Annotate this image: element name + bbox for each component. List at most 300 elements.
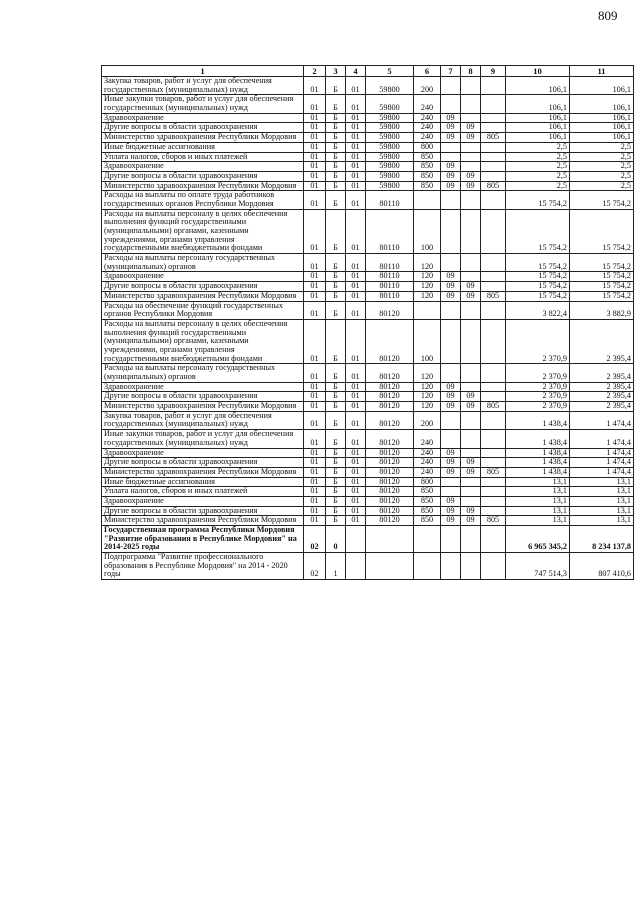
code-7: 09 — [441, 133, 461, 143]
code-2: 01 — [304, 291, 326, 301]
code-9 — [481, 526, 506, 553]
code-9 — [481, 477, 506, 487]
amount-2022: 15 754,2 — [570, 209, 634, 253]
code-8 — [461, 152, 481, 162]
code-5 — [366, 526, 414, 553]
code-7 — [441, 254, 461, 272]
code-7: 09 — [441, 496, 461, 506]
code-4: 01 — [346, 77, 366, 95]
code-6 — [414, 191, 441, 209]
code-9: 805 — [481, 467, 506, 477]
row-name: Здравоохранение — [102, 382, 304, 392]
code-3: Б — [326, 411, 346, 429]
code-3: Б — [326, 364, 346, 382]
amount-2021: 106,1 — [506, 133, 570, 143]
code-2: 01 — [304, 272, 326, 282]
code-4 — [346, 526, 366, 553]
table-row — [102, 133, 634, 143]
code-2: 01 — [304, 477, 326, 487]
code-8 — [461, 487, 481, 497]
code-7 — [441, 152, 461, 162]
code-3: 0 — [326, 526, 346, 553]
code-6: 850 — [414, 506, 441, 516]
row-name: Другие вопросы в области здравоохранения — [102, 123, 304, 133]
code-4: 01 — [346, 301, 366, 319]
code-5: 80120 — [366, 458, 414, 468]
row-name: Министерство здравоохранения Республики Мордовия — [102, 181, 304, 191]
code-2: 01 — [304, 209, 326, 253]
code-9 — [481, 411, 506, 429]
table-row — [102, 191, 634, 209]
code-3: Б — [326, 272, 346, 282]
code-3: Б — [326, 142, 346, 152]
code-4: 01 — [346, 319, 366, 363]
code-9 — [481, 506, 506, 516]
table-row — [102, 458, 634, 468]
amount-2022: 2 395,4 — [570, 392, 634, 402]
code-2: 01 — [304, 448, 326, 458]
code-8: 09 — [461, 291, 481, 301]
code-8 — [461, 254, 481, 272]
amount-2021: 106,1 — [506, 123, 570, 133]
table-row — [102, 526, 634, 553]
code-5: 80120 — [366, 430, 414, 448]
code-3: Б — [326, 506, 346, 516]
col-header: 8 — [461, 66, 481, 77]
code-4: 01 — [346, 181, 366, 191]
amount-2021: 2 370,9 — [506, 392, 570, 402]
code-7 — [441, 319, 461, 363]
code-7: 09 — [441, 282, 461, 292]
amount-2022: 8 234 137,8 — [570, 526, 634, 553]
table-row — [102, 282, 634, 292]
code-7 — [441, 477, 461, 487]
code-2: 02 — [304, 553, 326, 580]
row-name: Уплата налогов, сборов и иных платежей — [102, 487, 304, 497]
code-4 — [346, 553, 366, 580]
code-7: 09 — [441, 402, 461, 412]
code-7 — [441, 209, 461, 253]
amount-2021: 15 754,2 — [506, 191, 570, 209]
amount-2022: 2,5 — [570, 162, 634, 172]
code-9 — [481, 171, 506, 181]
amount-2022: 2 395,4 — [570, 382, 634, 392]
table-row — [102, 301, 634, 319]
code-7: 09 — [441, 291, 461, 301]
code-3: Б — [326, 254, 346, 272]
col-header: 10 — [506, 66, 570, 77]
code-9: 805 — [481, 291, 506, 301]
table-row — [102, 319, 634, 363]
table-row — [102, 181, 634, 191]
code-5: 59800 — [366, 162, 414, 172]
code-6: 120 — [414, 392, 441, 402]
amount-2022: 15 754,2 — [570, 254, 634, 272]
code-2: 01 — [304, 402, 326, 412]
code-3: Б — [326, 77, 346, 95]
code-9: 805 — [481, 516, 506, 526]
code-2: 01 — [304, 516, 326, 526]
code-6: 100 — [414, 209, 441, 253]
table-row — [102, 142, 634, 152]
code-3: Б — [326, 209, 346, 253]
amount-2021: 1 438,4 — [506, 430, 570, 448]
code-8: 09 — [461, 171, 481, 181]
code-4: 01 — [346, 171, 366, 181]
col-header: 9 — [481, 66, 506, 77]
code-6: 850 — [414, 162, 441, 172]
code-3: Б — [326, 291, 346, 301]
code-3: Б — [326, 430, 346, 448]
code-4: 01 — [346, 142, 366, 152]
code-2: 01 — [304, 171, 326, 181]
code-5: 80120 — [366, 487, 414, 497]
code-8 — [461, 364, 481, 382]
code-4: 01 — [346, 516, 366, 526]
code-9 — [481, 142, 506, 152]
row-name: Здравоохранение — [102, 113, 304, 123]
code-4: 01 — [346, 133, 366, 143]
code-3: Б — [326, 181, 346, 191]
code-3: Б — [326, 152, 346, 162]
code-9 — [481, 319, 506, 363]
table-row — [102, 516, 634, 526]
amount-2022: 1 474,4 — [570, 458, 634, 468]
code-8 — [461, 526, 481, 553]
code-3: Б — [326, 123, 346, 133]
amount-2022: 15 754,2 — [570, 291, 634, 301]
table-row — [102, 382, 634, 392]
code-8: 09 — [461, 133, 481, 143]
row-name: Министерство здравоохранения Республики Мордовия — [102, 133, 304, 143]
code-9 — [481, 301, 506, 319]
code-6: 240 — [414, 123, 441, 133]
code-2: 01 — [304, 282, 326, 292]
col-header: 2 — [304, 66, 326, 77]
code-9 — [481, 77, 506, 95]
row-name: Иные бюджетные ассигнования — [102, 142, 304, 152]
amount-2021: 2 370,9 — [506, 364, 570, 382]
amount-2022: 13,1 — [570, 516, 634, 526]
amount-2022: 15 754,2 — [570, 191, 634, 209]
code-9 — [481, 191, 506, 209]
code-6: 120 — [414, 382, 441, 392]
code-5 — [366, 553, 414, 580]
code-5: 80120 — [366, 477, 414, 487]
table-row — [102, 392, 634, 402]
code-6: 120 — [414, 364, 441, 382]
code-2: 01 — [304, 506, 326, 516]
table-row — [102, 171, 634, 181]
col-header: 4 — [346, 66, 366, 77]
amount-2021: 2,5 — [506, 152, 570, 162]
code-6: 240 — [414, 458, 441, 468]
code-4: 01 — [346, 382, 366, 392]
code-3: Б — [326, 162, 346, 172]
code-4: 01 — [346, 95, 366, 113]
table-row — [102, 77, 634, 95]
row-name: Здравоохранение — [102, 272, 304, 282]
code-7: 09 — [441, 181, 461, 191]
code-9 — [481, 392, 506, 402]
code-3: Б — [326, 487, 346, 497]
amount-2022: 15 754,2 — [570, 282, 634, 292]
amount-2021: 2,5 — [506, 171, 570, 181]
col-header: 6 — [414, 66, 441, 77]
amount-2021: 13,1 — [506, 496, 570, 506]
amount-2021: 15 754,2 — [506, 209, 570, 253]
code-3: Б — [326, 458, 346, 468]
amount-2022: 13,1 — [570, 506, 634, 516]
code-6 — [414, 301, 441, 319]
code-7: 09 — [441, 506, 461, 516]
row-name: Расходы на выплаты персоналу в целях обеспечения выполнения функций государственными (муниципальными) органами, казенными учреждениями, органами управления государственными внебюджетными фондами — [102, 209, 304, 253]
code-3: Б — [326, 113, 346, 123]
amount-2021: 1 438,4 — [506, 411, 570, 429]
code-7 — [441, 430, 461, 448]
table-row — [102, 254, 634, 272]
amount-2022: 2,5 — [570, 152, 634, 162]
code-5: 80110 — [366, 272, 414, 282]
code-3: Б — [326, 301, 346, 319]
code-7 — [441, 411, 461, 429]
code-7: 09 — [441, 113, 461, 123]
col-header: 3 — [326, 66, 346, 77]
row-name: Иные закупки товаров, работ и услуг для обеспечения государственных (муниципальных) нужд — [102, 430, 304, 448]
amount-2021: 1 438,4 — [506, 448, 570, 458]
code-9: 805 — [481, 181, 506, 191]
row-name: Иные закупки товаров, работ и услуг для обеспечения государственных (муниципальных) нужд — [102, 95, 304, 113]
code-5: 59800 — [366, 171, 414, 181]
code-7: 09 — [441, 516, 461, 526]
row-name: Расходы на обеспечение функций государственных органов Республики Мордовия — [102, 301, 304, 319]
code-9 — [481, 430, 506, 448]
table-row — [102, 553, 634, 580]
code-6: 240 — [414, 133, 441, 143]
amount-2021: 2,5 — [506, 162, 570, 172]
code-7 — [441, 526, 461, 553]
amount-2022: 106,1 — [570, 113, 634, 123]
code-8 — [461, 301, 481, 319]
code-3: Б — [326, 133, 346, 143]
code-3: Б — [326, 382, 346, 392]
amount-2022: 807 410,6 — [570, 553, 634, 580]
code-4: 01 — [346, 282, 366, 292]
code-8 — [461, 477, 481, 487]
row-name: Другие вопросы в области здравоохранения — [102, 506, 304, 516]
table-row — [102, 448, 634, 458]
code-8 — [461, 142, 481, 152]
code-8 — [461, 113, 481, 123]
amount-2022: 1 474,4 — [570, 411, 634, 429]
code-6: 120 — [414, 254, 441, 272]
table-row — [102, 209, 634, 253]
code-4: 01 — [346, 402, 366, 412]
amount-2022: 106,1 — [570, 123, 634, 133]
code-7 — [441, 553, 461, 580]
code-3: Б — [326, 448, 346, 458]
code-7 — [441, 142, 461, 152]
code-5: 80110 — [366, 191, 414, 209]
code-8 — [461, 209, 481, 253]
amount-2021: 15 754,2 — [506, 254, 570, 272]
code-9 — [481, 553, 506, 580]
code-7 — [441, 191, 461, 209]
code-6 — [414, 526, 441, 553]
code-2: 01 — [304, 181, 326, 191]
code-7 — [441, 77, 461, 95]
code-2: 01 — [304, 382, 326, 392]
code-7: 09 — [441, 382, 461, 392]
code-9 — [481, 152, 506, 162]
table-row — [102, 364, 634, 382]
table-row — [102, 152, 634, 162]
code-5: 80110 — [366, 254, 414, 272]
code-9 — [481, 458, 506, 468]
code-2: 01 — [304, 113, 326, 123]
row-name: Министерство здравоохранения Республики Мордовия — [102, 467, 304, 477]
code-5: 80120 — [366, 364, 414, 382]
code-3: Б — [326, 282, 346, 292]
table-row — [102, 95, 634, 113]
code-4: 01 — [346, 487, 366, 497]
amount-2021: 106,1 — [506, 95, 570, 113]
code-6: 200 — [414, 411, 441, 429]
row-name: Подпрограмма "Развитие профессионального образования в Республике Мордовия" на 2014 - 2020 годы — [102, 553, 304, 580]
amount-2021: 13,1 — [506, 487, 570, 497]
code-4: 01 — [346, 152, 366, 162]
code-3: Б — [326, 95, 346, 113]
amount-2021: 2 370,9 — [506, 319, 570, 363]
code-6: 120 — [414, 282, 441, 292]
code-6: 100 — [414, 319, 441, 363]
code-2: 01 — [304, 123, 326, 133]
code-4: 01 — [346, 272, 366, 282]
amount-2022: 106,1 — [570, 133, 634, 143]
code-4: 01 — [346, 411, 366, 429]
code-8 — [461, 319, 481, 363]
code-6: 240 — [414, 95, 441, 113]
row-name: Министерство здравоохранения Республики Мордовия — [102, 516, 304, 526]
code-7 — [441, 301, 461, 319]
code-2: 01 — [304, 430, 326, 448]
code-2: 01 — [304, 364, 326, 382]
amount-2022: 3 882,9 — [570, 301, 634, 319]
code-8: 09 — [461, 181, 481, 191]
amount-2022: 13,1 — [570, 496, 634, 506]
code-6 — [414, 553, 441, 580]
code-2: 01 — [304, 254, 326, 272]
code-8 — [461, 496, 481, 506]
code-7: 09 — [441, 392, 461, 402]
amount-2021: 15 754,2 — [506, 282, 570, 292]
code-7 — [441, 487, 461, 497]
code-5: 59800 — [366, 95, 414, 113]
row-name: Иные бюджетные ассигнования — [102, 477, 304, 487]
code-5: 59800 — [366, 142, 414, 152]
table-row — [102, 467, 634, 477]
amount-2022: 2,5 — [570, 171, 634, 181]
code-5: 59800 — [366, 123, 414, 133]
code-6: 240 — [414, 113, 441, 123]
code-3: Б — [326, 392, 346, 402]
amount-2021: 1 438,4 — [506, 467, 570, 477]
code-6: 120 — [414, 272, 441, 282]
code-8: 09 — [461, 458, 481, 468]
code-2: 01 — [304, 411, 326, 429]
code-9 — [481, 282, 506, 292]
row-name: Уплата налогов, сборов и иных платежей — [102, 152, 304, 162]
amount-2021: 2 370,9 — [506, 382, 570, 392]
code-5: 80110 — [366, 209, 414, 253]
code-3: Б — [326, 467, 346, 477]
code-3: Б — [326, 171, 346, 181]
amount-2022: 2 395,4 — [570, 319, 634, 363]
code-9 — [481, 95, 506, 113]
code-7: 09 — [441, 123, 461, 133]
code-5: 80120 — [366, 411, 414, 429]
code-4: 01 — [346, 123, 366, 133]
code-4: 01 — [346, 477, 366, 487]
table-row — [102, 123, 634, 133]
row-name: Государственная программа Республики Мордовия "Развитие образования в Республике Мордовия" на 2014-2025 годы — [102, 526, 304, 553]
code-6: 850 — [414, 152, 441, 162]
amount-2022: 106,1 — [570, 95, 634, 113]
code-4: 01 — [346, 392, 366, 402]
amount-2021: 747 514,3 — [506, 553, 570, 580]
amount-2022: 1 474,4 — [570, 430, 634, 448]
amount-2022: 2,5 — [570, 181, 634, 191]
col-header: 1 — [102, 66, 304, 77]
row-name: Другие вопросы в области здравоохранения — [102, 171, 304, 181]
code-4: 01 — [346, 496, 366, 506]
row-name: Расходы на выплаты персоналу государственных (муниципальных) органов — [102, 364, 304, 382]
code-6: 850 — [414, 181, 441, 191]
code-7 — [441, 364, 461, 382]
code-2: 01 — [304, 162, 326, 172]
code-5: 80110 — [366, 291, 414, 301]
code-6: 850 — [414, 516, 441, 526]
code-5: 80110 — [366, 282, 414, 292]
row-name: Расходы на выплаты персоналу государственных (муниципальных) органов — [102, 254, 304, 272]
amount-2021: 106,1 — [506, 113, 570, 123]
code-2: 01 — [304, 392, 326, 402]
code-6: 120 — [414, 402, 441, 412]
table-row — [102, 477, 634, 487]
amount-2021: 6 965 345,2 — [506, 526, 570, 553]
code-8 — [461, 411, 481, 429]
code-4: 01 — [346, 364, 366, 382]
code-6: 240 — [414, 448, 441, 458]
code-6: 850 — [414, 496, 441, 506]
row-name: Расходы на выплаты по оплате труда работников государственных органов Республики Мордовия — [102, 191, 304, 209]
row-name: Здравоохранение — [102, 448, 304, 458]
amount-2021: 2,5 — [506, 142, 570, 152]
table-row — [102, 506, 634, 516]
code-3: 1 — [326, 553, 346, 580]
amount-2021: 13,1 — [506, 477, 570, 487]
code-4: 01 — [346, 254, 366, 272]
code-6: 800 — [414, 142, 441, 152]
code-8 — [461, 191, 481, 209]
code-5: 59800 — [366, 181, 414, 191]
code-8 — [461, 77, 481, 95]
code-4: 01 — [346, 458, 366, 468]
code-5: 80120 — [366, 382, 414, 392]
code-9 — [481, 272, 506, 282]
code-8: 09 — [461, 123, 481, 133]
code-3: Б — [326, 477, 346, 487]
